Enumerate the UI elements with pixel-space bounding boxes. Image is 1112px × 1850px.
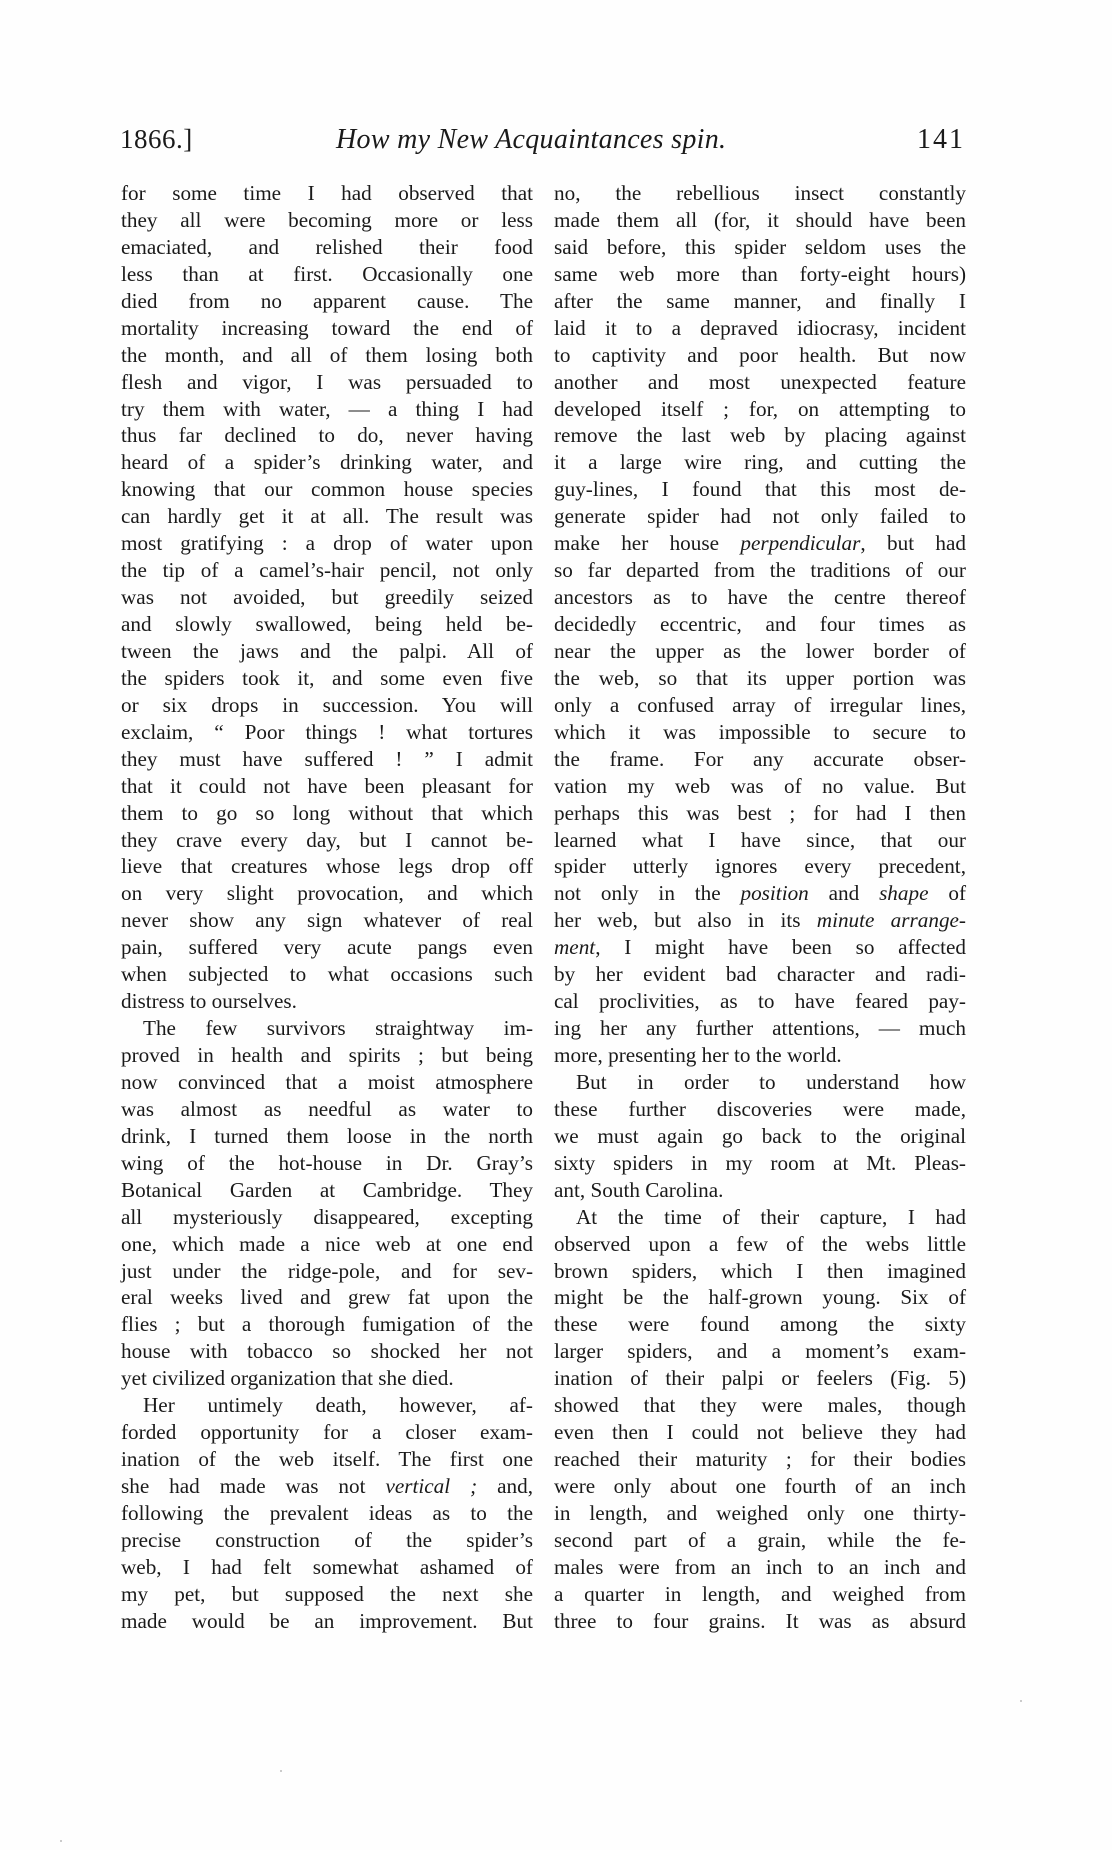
- line-text: when subjected to what occasions such: [121, 962, 533, 987]
- line-text: the web, so that its upper portion was: [554, 665, 966, 690]
- text-line: [121, 853, 533, 880]
- text-line: [121, 180, 533, 207]
- line-text: showed that they were males, though: [554, 1393, 966, 1418]
- line-text: now convinced that a moist atmosphere: [121, 1069, 533, 1094]
- text-line: [554, 1473, 966, 1500]
- text-line: [121, 1123, 533, 1150]
- text-line: [121, 530, 533, 557]
- text-line: [121, 1042, 533, 1069]
- line-text: my pet, but supposed the next she: [121, 1581, 533, 1606]
- line-text: cal proclivities, as to have feared pay-: [554, 989, 966, 1014]
- line-text: learned what I have since, that our: [554, 827, 966, 852]
- text-line: [121, 988, 533, 1015]
- text-line: [121, 449, 533, 476]
- text-line: [554, 422, 966, 449]
- line-text: in length, and weighed only one thirty-: [554, 1500, 966, 1525]
- line-text: made them all (for, it should have been: [554, 207, 966, 232]
- text-line: [121, 961, 533, 988]
- text-line: [554, 584, 966, 611]
- line-text: three to four grains. It was as absurd: [554, 1608, 966, 1633]
- text-line: [554, 1419, 966, 1446]
- header-year: 1866.]: [120, 124, 193, 154]
- line-text: web, I had felt somewhat ashamed of: [121, 1554, 533, 1579]
- line-text: perhaps this was best ; for had I then: [554, 800, 966, 825]
- line-text: these were found among the sixty: [554, 1312, 966, 1337]
- line-text: died from no apparent cause. The: [121, 288, 533, 313]
- line-text: they must have suffered ! ” I admit: [121, 746, 533, 771]
- line-text: only a confused array of irregular lines,: [554, 692, 966, 717]
- italic-text: position: [740, 881, 809, 906]
- line-text: not only in the: [554, 881, 741, 906]
- text-line: [554, 1608, 966, 1635]
- line-text: after the same manner, and finally I: [554, 288, 966, 313]
- line-text: sixty spiders in my room at Mt. Pleas-: [554, 1150, 966, 1175]
- text-line: [554, 1123, 966, 1150]
- text-line: [554, 1554, 966, 1581]
- line-text: all mysteriously disappeared, excepting: [121, 1204, 533, 1229]
- italic-text: minute arrange-: [816, 908, 966, 933]
- text-line: [121, 773, 533, 800]
- line-text: observed upon a few of the webs little: [554, 1231, 966, 1256]
- text-line: [121, 584, 533, 611]
- text-line: [121, 1150, 533, 1177]
- line-text: less than at first. Occasionally one: [121, 261, 533, 286]
- line-text: another and most unexpected feature: [554, 369, 966, 394]
- text-line: [121, 934, 533, 961]
- text-line: [554, 234, 966, 261]
- line-text: second part of a grain, while the fe-: [554, 1527, 966, 1552]
- line-text: we must again go back to the original: [554, 1123, 966, 1148]
- text-line: [554, 773, 966, 800]
- line-text: house with tobacco so shocked her not: [121, 1339, 533, 1364]
- line-text: her web, but also in its: [554, 908, 817, 933]
- text-line: [121, 557, 533, 584]
- text-line: [554, 449, 966, 476]
- text-line: [554, 396, 966, 423]
- line-text: that it could not have been pleasant for: [121, 773, 533, 798]
- text-line: [121, 1338, 533, 1365]
- text-line: [554, 1527, 966, 1554]
- right-column: [554, 180, 966, 1635]
- line-text: proved in health and spirits ; but being: [121, 1043, 533, 1067]
- text-line: [121, 719, 533, 746]
- line-text: or six drops in succession. You will: [121, 692, 533, 717]
- line-text: these further discoveries were made,: [554, 1096, 966, 1121]
- text-line: [121, 746, 533, 773]
- line-text: might be the half-grown young. Six of: [554, 1285, 966, 1310]
- text-line: [554, 665, 966, 692]
- line-text: the spiders took it, and some even five: [121, 665, 533, 690]
- line-text: brown spiders, which I then imagined: [554, 1258, 966, 1283]
- text-line: [121, 234, 533, 261]
- line-text: eral weeks lived and grew fat upon the: [121, 1285, 533, 1310]
- header-title: How my New Acquaintances spin.: [336, 124, 727, 155]
- text-line: [554, 557, 966, 584]
- line-text: made would be an improvement. But: [121, 1608, 533, 1633]
- line-text: exclaim, “ Poor things ! what tortures: [121, 719, 533, 744]
- text-line: [121, 476, 533, 503]
- line-text: was almost as needful as water to: [121, 1096, 533, 1121]
- line-text: lieve that creatures whose legs drop off: [121, 854, 533, 879]
- line-text: the frame. For any accurate obser-: [554, 746, 966, 771]
- text-line: [121, 1608, 533, 1635]
- line-text: the month, and all of them losing both: [121, 342, 533, 367]
- text-line: [554, 611, 966, 638]
- text-line: [121, 1392, 533, 1419]
- line-text: larger spiders, and a moment’s exam-: [554, 1339, 966, 1364]
- text-line: [121, 907, 533, 934]
- line-text: thus far declined to do, never having: [121, 423, 533, 448]
- text-line: [121, 1204, 533, 1231]
- line-text: and,: [477, 1474, 534, 1498]
- line-text: Her untimely death, however, af-: [143, 1393, 533, 1418]
- text-line: [554, 1284, 966, 1311]
- text-line: [121, 1527, 533, 1554]
- line-text: mortality increasing toward the end of: [121, 315, 533, 340]
- line-text: wing of the hot-house in Dr. Gray’s: [121, 1150, 533, 1175]
- text-line: [121, 880, 533, 907]
- line-text: heard of a spider’s drinking water, and: [121, 450, 533, 475]
- line-text: generate spider had not only failed to: [554, 504, 966, 529]
- line-text: decidedly eccentric, and four times as: [554, 612, 966, 636]
- text-line: [554, 1015, 966, 1042]
- text-line: [554, 1338, 966, 1365]
- text-line: [554, 261, 966, 288]
- text-line: [554, 1392, 966, 1419]
- running-header: [120, 124, 965, 164]
- text-line: [554, 342, 966, 369]
- line-text: emaciated, and relished their food: [121, 234, 533, 259]
- line-text: drink, I turned them loose in the north: [121, 1123, 533, 1148]
- text-line: [121, 638, 533, 665]
- line-text: knowing that our common house species: [121, 477, 533, 502]
- text-line: [554, 369, 966, 396]
- line-text: of: [928, 881, 966, 906]
- line-text: forded opportunity for a closer exam-: [121, 1420, 533, 1445]
- text-line: [121, 1258, 533, 1285]
- text-line: [121, 503, 533, 530]
- text-line: [121, 315, 533, 342]
- line-text: a quarter in length, and weighed from: [554, 1581, 966, 1606]
- text-line: [554, 1069, 966, 1096]
- line-text: try them with water, — a thing I had: [121, 396, 533, 421]
- text-line: [554, 315, 966, 342]
- text-line: [121, 1177, 533, 1204]
- line-text: to captivity and poor health. But now: [554, 342, 966, 367]
- text-line: [121, 800, 533, 827]
- line-text: make her house: [554, 531, 741, 556]
- line-text: on very slight provocation, and which: [121, 881, 533, 906]
- line-text: laid it to a depraved idiocrasy, incident: [554, 315, 966, 340]
- line-text: precise construction of the spider’s: [121, 1527, 533, 1552]
- text-line: [554, 934, 966, 961]
- line-text: for some time I had observed that: [121, 181, 533, 205]
- text-line: [554, 288, 966, 315]
- line-text: so far departed from the traditions of our: [554, 558, 966, 583]
- left-column: [121, 180, 533, 1635]
- text-line: [554, 853, 966, 880]
- line-text: they crave every day, but I cannot be-: [121, 827, 533, 852]
- line-text: never show any sign whatever of real: [121, 908, 533, 933]
- text-line: [554, 719, 966, 746]
- text-line: [554, 1365, 966, 1392]
- text-line: [121, 692, 533, 719]
- text-line: [554, 1581, 966, 1608]
- text-line: [121, 665, 533, 692]
- text-line: [121, 1581, 533, 1608]
- text-line: [121, 396, 533, 423]
- text-line: [554, 746, 966, 773]
- line-text: she had made was not: [121, 1474, 386, 1498]
- text-line: [121, 827, 533, 854]
- line-text: tween the jaws and the palpi. All of: [121, 638, 533, 663]
- line-text: The few survivors straightway im-: [143, 1016, 533, 1041]
- italic-text: perpendicular: [740, 531, 861, 556]
- scan-speck: [60, 1840, 62, 1842]
- line-text: was not avoided, but greedily seized: [121, 585, 533, 610]
- text-line: [121, 1365, 533, 1392]
- line-text: near the upper as the lower border of: [554, 638, 966, 663]
- text-line: [121, 1096, 533, 1123]
- text-line: [554, 180, 966, 207]
- text-line: [554, 1096, 966, 1123]
- line-text: even then I could not believe they had: [554, 1420, 966, 1445]
- line-text: ant, South Carolina.: [554, 1177, 724, 1202]
- line-text: they all were becoming more or less: [121, 207, 533, 232]
- text-line: [121, 207, 533, 234]
- line-text: which it was impossible to secure to: [554, 719, 966, 744]
- line-text: ancestors as to have the centre thereof: [554, 585, 966, 610]
- italic-text: shape: [879, 881, 929, 906]
- line-text: remove the last web by placing against: [554, 423, 966, 448]
- text-line: [121, 369, 533, 396]
- italic-text: ment: [554, 935, 596, 960]
- line-text: just under the ridge-pole, and for sev-: [121, 1258, 533, 1283]
- text-line: [554, 880, 966, 907]
- text-line: [121, 1554, 533, 1581]
- line-text: said before, this spider seldom uses the: [554, 234, 966, 259]
- line-text: But in order to understand how: [576, 1069, 966, 1094]
- scan-speck: [280, 1770, 282, 1772]
- text-line: [121, 1311, 533, 1338]
- italic-text: vertical ;: [385, 1474, 478, 1498]
- text-line: [554, 1500, 966, 1527]
- line-text: At the time of their capture, I had: [576, 1204, 966, 1229]
- text-line: [121, 342, 533, 369]
- line-text: reached their maturity ; for their bodies: [554, 1447, 966, 1472]
- line-text: males were from an inch to an inch and: [554, 1554, 966, 1579]
- line-text: vation my web was of no value. But: [554, 773, 966, 798]
- text-line: [554, 1258, 966, 1285]
- text-line: [554, 1446, 966, 1473]
- line-text: flies ; but a thorough fumigation of the: [121, 1312, 533, 1337]
- line-text: can hardly get it at all. The result was: [121, 504, 533, 529]
- line-text: , but had: [860, 531, 966, 556]
- line-text: Botanical Garden at Cambridge. They: [121, 1177, 533, 1202]
- line-text: the tip of a camel’s-hair pencil, not only: [121, 558, 533, 583]
- line-text: most gratifying : a drop of water upon: [121, 531, 533, 556]
- text-line: [554, 1150, 966, 1177]
- line-text: more, presenting her to the world.: [554, 1043, 842, 1067]
- line-text: them to go so long without that which: [121, 800, 533, 825]
- line-text: ination of the web itself. The first one: [121, 1447, 533, 1472]
- text-line: [554, 827, 966, 854]
- text-line: [554, 1204, 966, 1231]
- text-line: [554, 638, 966, 665]
- text-line: [121, 1473, 533, 1500]
- text-line: [554, 961, 966, 988]
- line-text: developed itself ; for, on attempting to: [554, 396, 966, 421]
- text-line: [554, 1311, 966, 1338]
- line-text: distress to ourselves.: [121, 989, 297, 1014]
- line-text: flesh and vigor, I was persuaded to: [121, 369, 533, 394]
- line-text: no, the rebellious insect constantly: [554, 181, 966, 205]
- text-line: [554, 1231, 966, 1258]
- text-line: [554, 530, 966, 557]
- text-line: [121, 1015, 533, 1042]
- text-line: [121, 422, 533, 449]
- line-text: by her evident bad character and radi-: [554, 962, 966, 987]
- line-text: same web more than forty-eight hours): [554, 261, 966, 286]
- text-line: [121, 261, 533, 288]
- text-line: [121, 611, 533, 638]
- text-line: [554, 988, 966, 1015]
- scan-speck: [1020, 1700, 1022, 1702]
- text-line: [121, 288, 533, 315]
- line-text: and: [808, 881, 880, 906]
- text-line: [121, 1284, 533, 1311]
- text-line: [554, 503, 966, 530]
- line-text: one, which made a nice web at one end: [121, 1231, 533, 1256]
- line-text: pain, suffered very acute pangs even: [121, 935, 533, 960]
- text-line: [554, 1177, 966, 1204]
- line-text: spider utterly ignores every precedent,: [554, 854, 966, 879]
- text-line: [121, 1069, 533, 1096]
- text-line: [554, 800, 966, 827]
- text-line: [554, 476, 966, 503]
- line-text: guy-lines, I found that this most de-: [554, 477, 966, 502]
- line-text: were only about one fourth of an inch: [554, 1474, 966, 1498]
- text-line: [121, 1231, 533, 1258]
- line-text: yet civilized organization that she died.: [121, 1366, 454, 1391]
- text-line: [554, 1042, 966, 1069]
- text-line: [121, 1419, 533, 1446]
- text-line: [554, 207, 966, 234]
- text-line: [121, 1446, 533, 1473]
- line-text: it a large wire ring, and cutting the: [554, 450, 966, 475]
- line-text: ing her any further attentions, — much: [554, 1016, 966, 1041]
- text-line: [554, 907, 966, 934]
- text-line: [554, 692, 966, 719]
- line-text: and slowly swallowed, being held be-: [121, 612, 533, 636]
- line-text: , I might have been so affected: [595, 935, 966, 960]
- line-text: following the prevalent ideas as to the: [121, 1500, 533, 1525]
- line-text: ination of their palpi or feelers (Fig. 5): [554, 1366, 966, 1391]
- page-number: 141: [917, 124, 965, 155]
- text-line: [121, 1500, 533, 1527]
